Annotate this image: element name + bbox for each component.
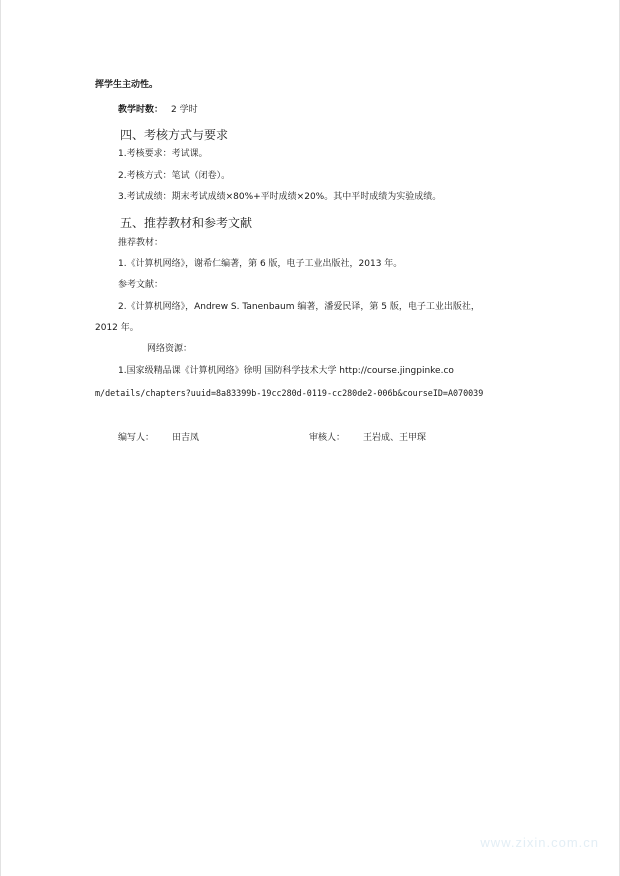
- section4-heading: 四、考核方式与要求: [120, 128, 229, 142]
- recommended-label: 推荐教材：: [118, 238, 164, 248]
- assessment-item: 3.考试成绩：期末考试成绩×80%+平时成绩×20%。其中平时成绩为实验成绩。: [118, 192, 442, 202]
- section5-heading: 五、推荐教材和参考文献: [120, 216, 253, 230]
- teaching-hours: [118, 104, 198, 116]
- web-resource-item: 1.国家级精品课《计算机网络》徐明 国防科学技术大学 http://course.jingpinke.co: [118, 366, 454, 376]
- web-resource-url-continued: m/details/chapters?uuid=8a83399b-19cc280d-0119-cc280de2-006b&courseID=A070039: [95, 388, 484, 398]
- web-resources-label: 网络资源：: [147, 344, 193, 354]
- teaching-hours-label: 教学时数：: [118, 105, 164, 115]
- recommended-item: 1.《计算机网络》，谢希仁编著，第 6 版，电子工业出版社，2013 年。: [118, 259, 403, 269]
- reference-label: 参考文献：: [118, 280, 164, 290]
- reviewer: [309, 432, 426, 444]
- assessment-item: 1.考核要求：考试课。: [118, 149, 208, 159]
- watermark: www.zixin.com.cn: [480, 835, 599, 850]
- reviewer-label: 审核人：: [309, 433, 346, 443]
- editor: [118, 432, 199, 444]
- editor-label: 编写人：: [118, 433, 155, 443]
- reference-item: 2.《计算机网络》，Andrew S. Tanenbaum 编著，潘爱民译，第 5 版，电子工业出版社，: [118, 302, 480, 312]
- editor-name: 田吉凤: [172, 433, 200, 443]
- reviewer-name: 王岩成、王甲琛: [363, 433, 427, 443]
- teaching-hours-value: 2 学时: [171, 105, 198, 115]
- intro-line: 挥学生主动性。: [95, 80, 159, 90]
- assessment-item: 2.考核方式：笔试（闭卷）。: [118, 171, 231, 181]
- reference-item-continued: 2012 年。: [95, 323, 139, 333]
